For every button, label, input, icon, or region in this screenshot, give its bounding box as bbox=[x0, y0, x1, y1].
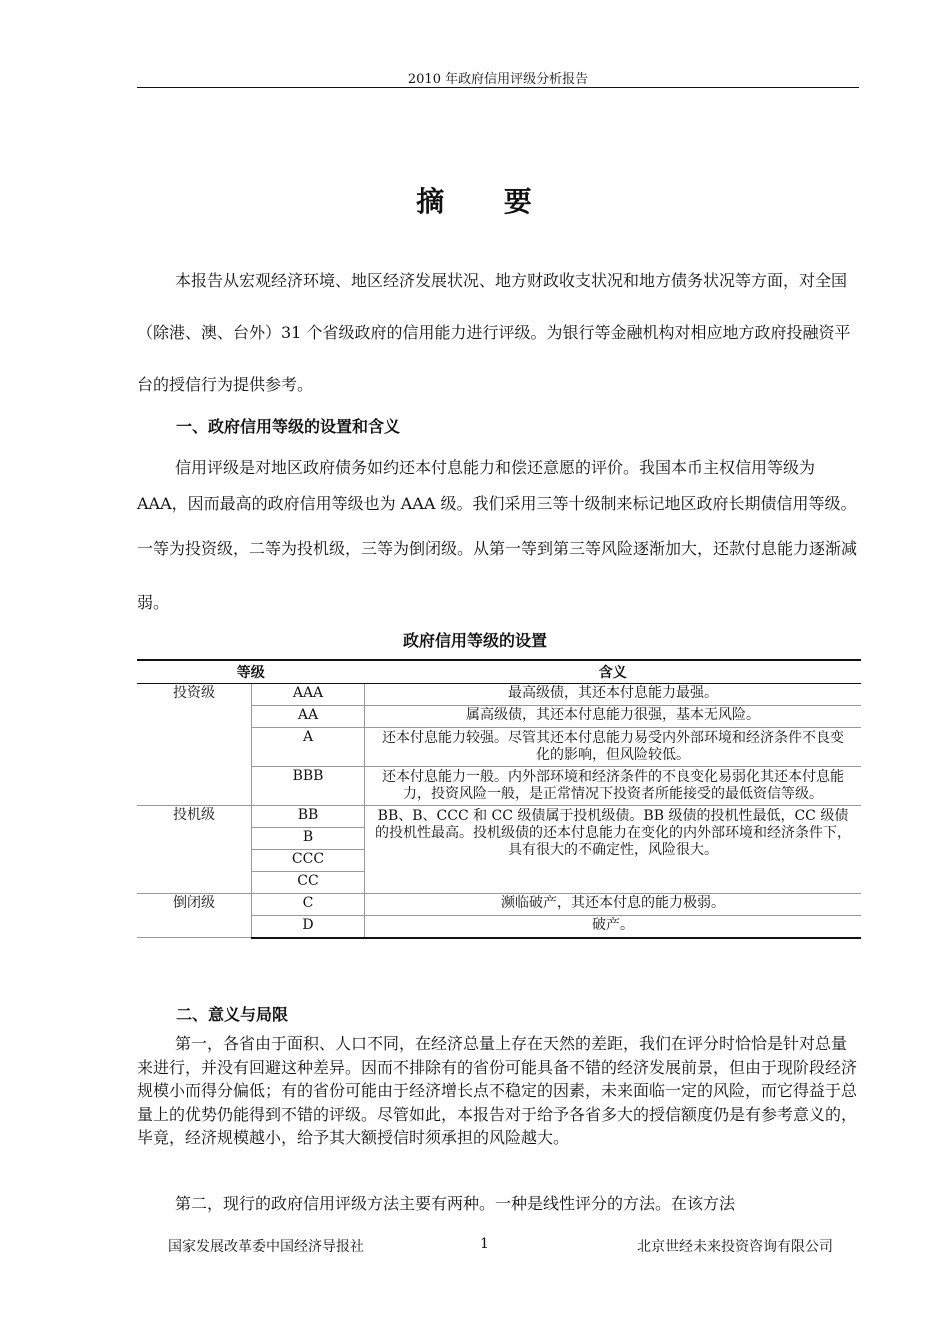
page-header-title: 2010 年政府信用评级分析报告 bbox=[407, 72, 589, 87]
section-2-paragraph-2: 第二，现行的政府信用评级方法主要有两种。一种是线性评分的方法。在该方法 bbox=[175, 1194, 736, 1213]
grade-cell: D bbox=[252, 916, 365, 938]
category-default: 倒闭级 bbox=[137, 894, 252, 938]
meaning-cell: 属高级债，其还本付息能力很强，基本无风险。 bbox=[365, 706, 862, 728]
meaning-cell: 破产。 bbox=[365, 916, 862, 938]
section-1-heading: 一、政府信用等级的设置和含义 bbox=[176, 417, 401, 436]
grade-cell: BBB bbox=[252, 767, 365, 806]
meaning-cell: 还本付息能力较强。尽管其还本付息能力易受内外部环境和经济条件不良变化的影响，但风险较低。 bbox=[365, 728, 862, 767]
section-2-paragraph-1: 第一，各省由于面积、人口不同，在经济总量上存在天然的差距，我们在评分时恰恰是针对总量来进行，并没有回避这种差异。因而不排除有的省份可能具备不错的经济发展前景，但由于现阶段经济规模小而得分偏低；有的省份可能由于经济增长点不稳定的因素，未来面临一定的风险，而它得益于总量上的优势仍能得到不错的评级。尽管如此，本报告对于给予各省多大的授信额度仍是有参考意义的，毕竟，经济规模越小，给予其大额授信时须承担的风险越大。 bbox=[137, 1034, 858, 1147]
table-caption: 政府信用等级的设置 bbox=[402, 631, 547, 650]
table-row bbox=[137, 894, 861, 916]
grade-cell: BB bbox=[252, 806, 365, 828]
page-title-char-1: 摘 bbox=[416, 185, 447, 218]
grade-cell: CCC bbox=[252, 850, 365, 872]
footer-page-number: 1 bbox=[480, 1236, 489, 1252]
grade-cell: C bbox=[252, 894, 365, 916]
footer-left: 国家发展改革委中国经济导报社 bbox=[168, 1239, 364, 1255]
section-1-paragraph bbox=[137, 450, 859, 630]
meaning-cell: 还本付息能力一般。内外部环境和经济条件的不良变化易弱化其还本付息能力，投资风险一般，是正常情况下投资者所能接受的最低资信等级。 bbox=[365, 767, 862, 806]
table-row bbox=[137, 684, 861, 706]
intro-paragraph: 本报告从宏观经济环境、地区经济发展状况、地方财政收支状况和地方债务状况等方面，对全国（除港、澳、台外）31 个省级政府的信用能力进行评级。为银行等金融机构对相应地方政府投融资平台的授信行为提供参考。 bbox=[137, 271, 851, 394]
grade-cell: AAA bbox=[252, 684, 365, 706]
grade-cell: CC bbox=[252, 872, 365, 894]
meaning-cell: 最高级债，其还本付息能力最强。 bbox=[365, 684, 862, 706]
table-row bbox=[137, 806, 861, 828]
section-1-body-tail: 等到第三等风险逐渐加大，还款付息能力逐渐减弱。 bbox=[137, 539, 858, 612]
header-meaning: 含义 bbox=[365, 660, 862, 684]
footer-right: 北京世经未来投资咨询有限公司 bbox=[637, 1239, 833, 1255]
header-grade: 等级 bbox=[137, 660, 365, 684]
meaning-cell: BB、B、CCC 和 CC 级债属于投机级债。BB 级债的投机性最低，CC 级债的投机性最高。投机级债的还本付息能力在变化的内外部环境和经济条件下，具有很大的不确定性，风险很大。 bbox=[365, 806, 862, 894]
grade-cell: A bbox=[252, 728, 365, 767]
category-investment: 投资级 bbox=[137, 684, 252, 806]
page-title-char-2: 要 bbox=[503, 185, 534, 218]
section-1-body: 信用评级是对地区政府债务如约还本付息能力和偿还意愿的评价。我国本币主权信用等级为 AAA，因而最高的政府信用等级也为 AAA 级。我们采用三等十级制来标记地区政府长期债信用等级。一等为投资级，二等为投机级，三等为倒闭级。从第一 bbox=[137, 458, 857, 558]
category-speculative: 投机级 bbox=[137, 806, 252, 894]
credit-grade-table bbox=[137, 659, 861, 939]
header-rule bbox=[137, 87, 859, 88]
grade-cell: B bbox=[252, 828, 365, 850]
page-title bbox=[0, 180, 950, 220]
section-2-heading: 二、意义与局限 bbox=[176, 1005, 289, 1024]
grade-cell: AA bbox=[252, 706, 365, 728]
meaning-cell: 濒临破产，其还本付息的能力极弱。 bbox=[365, 894, 862, 916]
table-header-row bbox=[137, 660, 861, 684]
